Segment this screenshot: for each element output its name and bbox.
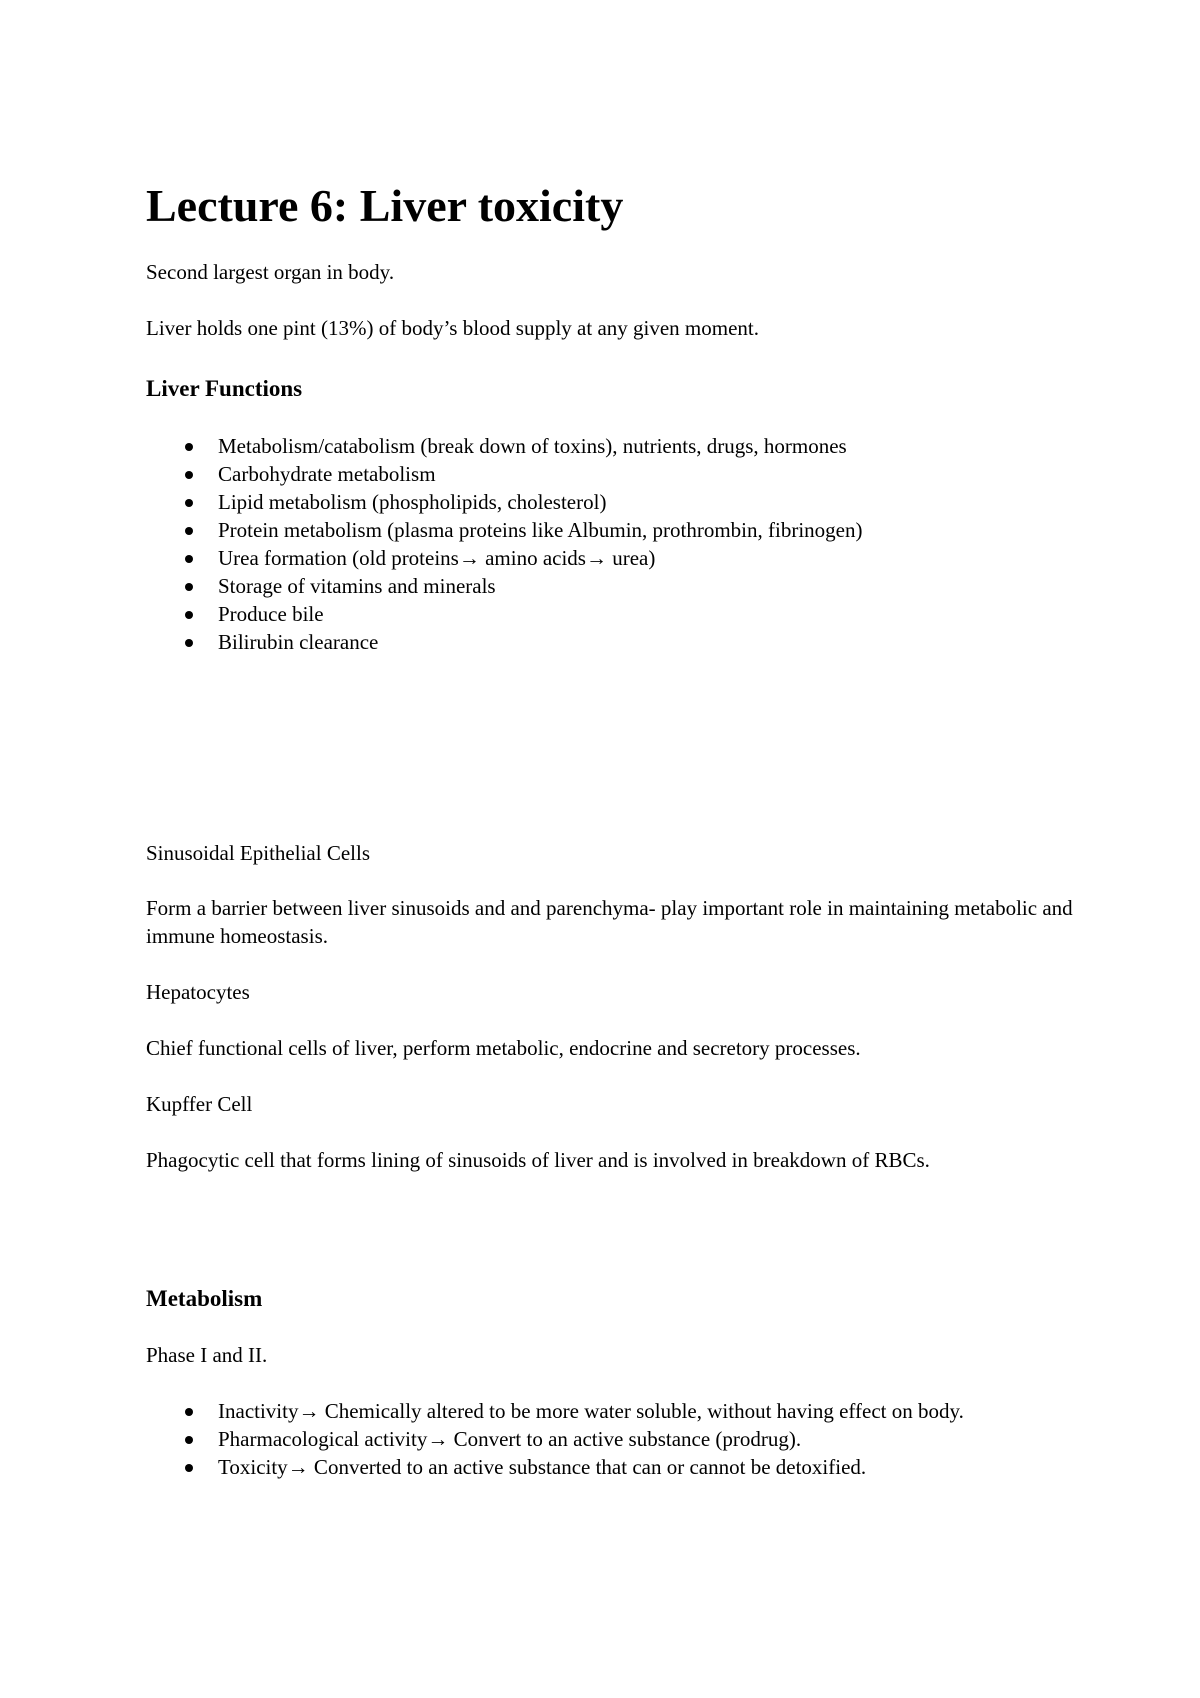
list-item: Produce bile: [146, 600, 1076, 628]
cell-description-hepatocytes: Chief functional cells of liver, perform metabolic, endocrine and secretory processes.: [146, 1036, 861, 1060]
list-item: Urea formation (old proteins→ amino acids→ urea): [146, 544, 1076, 572]
metabolism-intro: Phase I and II.: [146, 1343, 268, 1367]
list-item: Storage of vitamins and minerals: [146, 572, 1076, 600]
cell-description-kupffer: Phagocytic cell that forms lining of sinusoids of liver and is involved in breakdown of RBCs.: [146, 1148, 930, 1172]
liver-functions-heading: Liver Functions: [146, 376, 303, 401]
intro-paragraph-2: Liver holds one pint (13%) of body’s blood supply at any given moment.: [146, 316, 759, 340]
intro-paragraph-1: Second largest organ in body.: [146, 260, 395, 284]
cell-name-sinusoidal: Sinusoidal Epithelial Cells: [146, 841, 370, 865]
list-item: Metabolism/catabolism (break down of toxins), nutrients, drugs, hormones: [146, 432, 1076, 460]
list-item: Bilirubin clearance: [146, 628, 1076, 656]
list-item: Toxicity→ Converted to an active substance that can or cannot be detoxified.: [146, 1453, 1076, 1481]
cell-name-hepatocytes: Hepatocytes: [146, 980, 250, 1004]
list-item: Lipid metabolism (phospholipids, cholesterol): [146, 488, 1076, 516]
list-item: Inactivity→ Chemically altered to be more water soluble, without having effect on body.: [146, 1397, 1076, 1425]
liver-functions-list: [146, 432, 1076, 656]
list-item: Carbohydrate metabolism: [146, 460, 1076, 488]
metabolism-list: [146, 1397, 1076, 1481]
list-item: Pharmacological activity→ Convert to an active substance (prodrug).: [146, 1425, 1076, 1453]
metabolism-heading: Metabolism: [146, 1286, 263, 1311]
list-item: Protein metabolism (plasma proteins like Albumin, prothrombin, fibrinogen): [146, 516, 1076, 544]
page-title: Lecture 6: Liver toxicity: [146, 180, 624, 231]
cell-description-sinusoidal: Form a barrier between liver sinusoids and and parenchyma- play important role in maintaining metabolic and immune homeostasis.: [146, 896, 1073, 948]
cell-name-kupffer: Kupffer Cell: [146, 1092, 253, 1116]
